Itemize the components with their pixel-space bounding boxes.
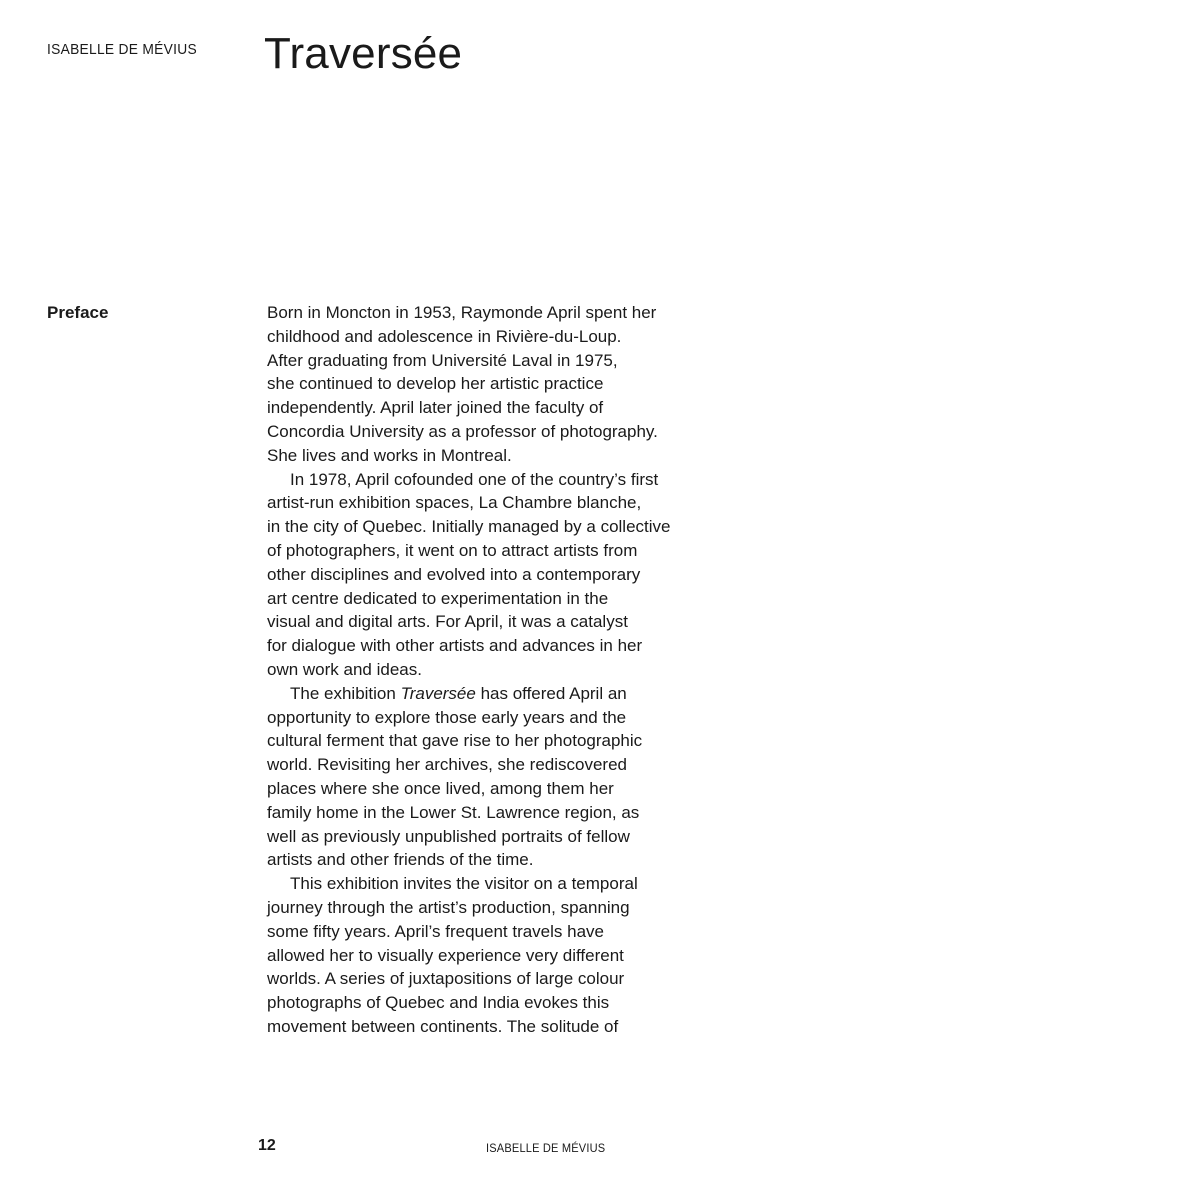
body-line: own work and ideas. [267,659,422,679]
body-line: places where she once lived, among them her [267,778,614,798]
body-line: movement between continents. The solitude of [267,1016,619,1036]
footer-author: ISABELLE DE MÉVIUS [486,1141,606,1155]
body-line: Concordia University as a professor of photography. [267,421,658,441]
body-line: other disciplines and evolved into a contemporary [267,564,641,584]
body-line-paragraph-start: In 1978, April cofounded one of the country’s first [290,469,659,489]
body-line: She lives and works in Montreal. [267,445,512,465]
running-head-author: ISABELLE DE MÉVIUS [47,41,197,58]
body-line: of photographers, it went on to attract artists from [267,540,638,560]
body-line: journey through the artist’s production, spanning [267,897,630,917]
body-line: for dialogue with other artists and advances in her [267,636,643,656]
body-line: art centre dedicated to experimentation in the [267,588,609,608]
body-line: family home in the Lower St. Lawrence region, as [267,802,640,822]
page-title: Traversée [264,29,463,78]
body-line: artist-run exhibition spaces, La Chambre blanche, [267,493,642,513]
body-text [267,301,707,1039]
body-line: artists and other friends of the time. [267,850,534,870]
body-line: world. Revisiting her archives, she rediscovered [267,755,627,775]
page-number: 12 [258,1137,276,1154]
body-text-segment: The exhibition [290,683,401,703]
body-text-segment: has offered April an [475,683,627,703]
body-line: opportunity to explore those early years and the [267,707,627,727]
body-line: she continued to develop her artistic practice [267,374,604,394]
body-line: visual and digital arts. For April, it was a catalyst [267,612,628,632]
italic-exhibition-title: Traversée [400,683,476,703]
body-line: in the city of Quebec. Initially managed by a collective [267,517,671,537]
body-line: some fifty years. April’s frequent travels have [267,921,605,941]
body-line: cultural ferment that gave rise to her photographic [267,731,643,751]
body-line: worlds. A series of juxtapositions of large colour [267,969,625,989]
body-line: well as previously unpublished portraits of fellow [267,826,630,846]
body-line-paragraph-start [267,682,707,706]
body-line-paragraph-start: This exhibition invites the visitor on a temporal [290,874,638,894]
body-line: Born in Moncton in 1953, Raymonde April spent her [267,303,657,322]
body-line: independently. April later joined the faculty of [267,398,604,418]
body-line: After graduating from Université Laval in 1975, [267,350,618,370]
section-label: Preface [47,303,109,322]
body-line: childhood and adolescence in Rivière-du-Loup. [267,326,622,346]
body-line: photographs of Quebec and India evokes this [267,993,610,1013]
body-line: allowed her to visually experience very different [267,945,624,965]
